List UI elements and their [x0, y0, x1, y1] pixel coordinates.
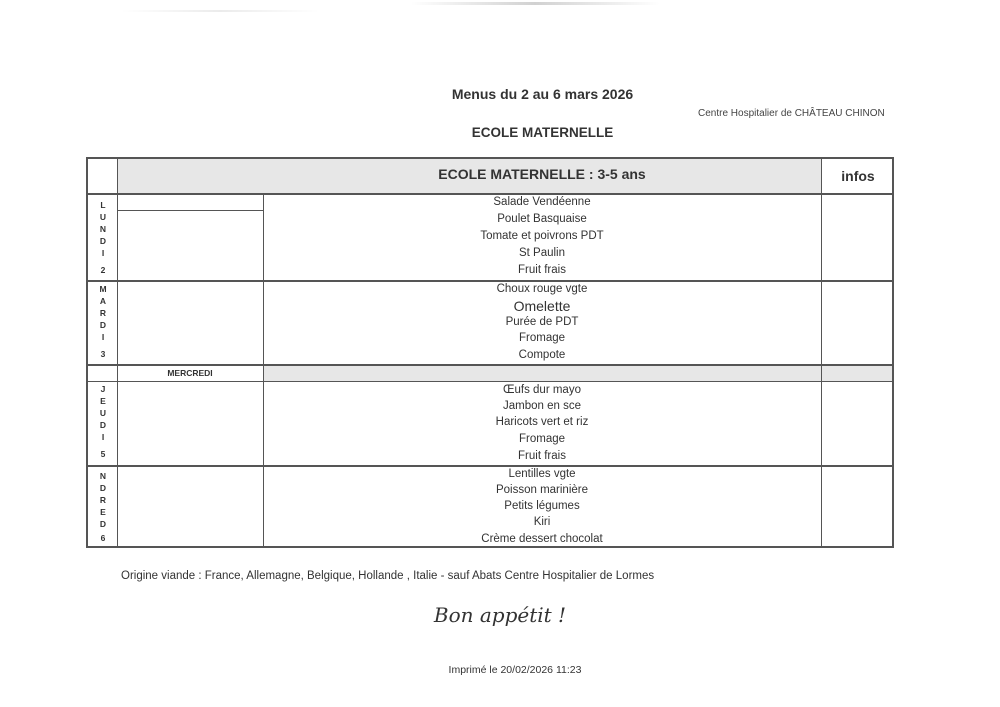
dish: Choux rouge vgte	[496, 283, 588, 295]
table-header-infos: infos	[841, 168, 875, 184]
dish: Fruit frais	[518, 450, 566, 462]
printed-date: Imprimé le 20/02/2026 11:23	[448, 664, 582, 676]
dish: St Paulin	[518, 247, 566, 259]
row-divider	[86, 280, 894, 282]
greeting: Bon appétit !	[433, 603, 567, 627]
dish: Salade Vendéenne	[493, 196, 591, 208]
dish: Fromage	[518, 433, 566, 445]
hospital-name: Centre Hospitalier de CHÂTEAU CHINON	[698, 108, 885, 119]
dish: Œufs dur mayo	[503, 384, 581, 396]
row-divider	[86, 381, 894, 382]
scan-artifact	[410, 2, 660, 5]
page-title: Menus du 2 au 6 mars 2026	[451, 86, 634, 102]
dish: Poisson marinière	[495, 484, 589, 496]
dish: Fromage	[518, 332, 566, 344]
dish: Omelette	[513, 298, 571, 314]
dish: Lentilles vgte	[508, 468, 576, 480]
dish: Haricots vert et riz	[495, 416, 589, 428]
row-divider	[86, 364, 894, 366]
dish: Fruit frais	[518, 264, 566, 276]
dish: Crème dessert chocolat	[481, 533, 603, 545]
small-divider	[118, 210, 263, 211]
dish: Kiri	[533, 516, 551, 528]
row-divider	[86, 465, 894, 467]
scan-artifact	[120, 10, 320, 12]
origin-note: Origine viande : France, Allemagne, Belgique, Hollande , Italie - sauf Abats Centre Hospitalier de Lormes	[121, 570, 655, 582]
col-divider-infos	[821, 157, 822, 548]
dish: Tomate et poivrons PDT	[480, 230, 604, 242]
table-header-main: ECOLE MATERNELLE : 3-5 ans	[438, 166, 646, 182]
header-divider	[86, 193, 894, 195]
wednesday-label: MERCREDI	[167, 368, 213, 378]
dish: Petits légumes	[504, 500, 580, 512]
dish: Purée de PDT	[505, 316, 579, 328]
dish: Poulet Basquaise	[497, 213, 587, 225]
page-subtitle: ECOLE MATERNELLE	[471, 125, 614, 140]
dish: Jambon en sce	[503, 400, 581, 412]
dish: Compote	[518, 349, 566, 361]
